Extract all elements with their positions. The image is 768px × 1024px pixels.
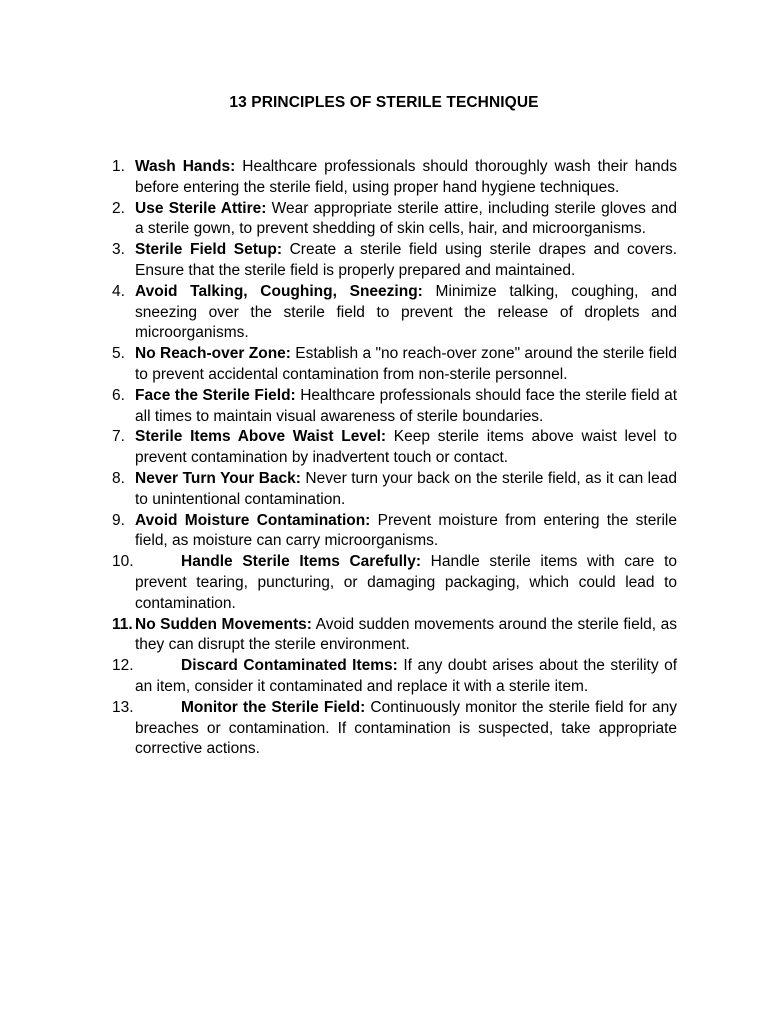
item-text: Handle sterile items with care to prevent tearing, puncturing, or damaging packaging, which could lead to contamination. [135,553,677,612]
item-lead: Never Turn Your Back: [135,469,301,487]
item-number: 13. [112,698,134,716]
item-body [135,552,677,614]
item-body [135,698,677,760]
item-body [135,282,677,344]
list-item [0,511,768,553]
list-item [0,344,768,386]
item-number: 9. [112,511,125,529]
item-body [135,199,677,241]
item-number: 5. [112,345,125,363]
item-lead: Monitor the Sterile Field: [181,698,366,716]
item-lead: Handle Sterile Items Carefully: [181,553,421,571]
item-text: Establish a "no reach-over zone" around the sterile field to prevent accidental contamination from non-sterile personnel. [135,345,678,383]
item-text: Healthcare professionals should thoroughly wash their hands before entering the sterile field, using proper hand hygiene techniques. [135,158,677,196]
list-item [0,427,768,469]
item-lead: Face the Sterile Field: [135,386,296,404]
item-body [135,615,677,657]
item-text: Keep sterile items above waist level to prevent contamination by inadvertent touch or contact. [135,428,677,467]
list-item [0,282,768,344]
list-item [0,157,768,199]
item-number: 10. [112,553,134,571]
list-item [0,199,768,241]
item-lead: No Reach-over Zone: [135,345,291,363]
item-number: 3. [112,241,125,259]
item-body [135,656,677,698]
item-lead: Avoid Talking, Coughing, Sneezing: [135,282,423,300]
list-item [0,386,768,428]
item-lead: No Sudden Movements: [135,615,312,633]
item-number: 4. [112,282,125,300]
list-item [0,469,768,511]
item-body [135,469,677,511]
item-body [135,344,677,386]
item-number: 2. [112,199,125,217]
item-lead: Sterile Field Setup: [135,241,282,259]
item-lead: Sterile Items Above Waist Level: [135,428,387,446]
item-body [135,427,677,469]
item-text: Wear appropriate sterile attire, including sterile gloves and a sterile gown, to prevent shedding of skin cells, hair, and microorganisms. [135,199,677,238]
item-number: 6. [112,386,125,404]
item-text: Never turn your back on the sterile field, as it can lead to unintentional contamination. [135,469,677,508]
principles-list [0,157,768,760]
item-lead: Discard Contaminated Items: [181,657,398,675]
list-item [0,656,768,698]
item-lead: Wash Hands: [135,158,236,175]
item-text: Continuously monitor the sterile field for any breaches or contamination. If contamination is suspected, take appropriate corrective actions. [135,698,677,758]
item-number: 12. [112,657,134,675]
list-item [0,698,768,760]
list-item [0,615,768,657]
list-item [0,552,768,614]
item-body [135,511,677,553]
item-text: Avoid sudden movements around the sterile field, as they can disrupt the sterile environment. [135,615,677,654]
item-body [135,157,677,199]
item-number: 1. [112,158,125,175]
item-number: 11. [112,615,133,633]
item-body [135,240,677,282]
item-lead: Avoid Moisture Contamination: [135,511,371,529]
item-text: Prevent moisture from entering the sterile field, as moisture can carry microorganisms. [135,511,677,550]
document-title: 13 PRINCIPLES OF STERILE TECHNIQUE [229,94,539,111]
item-number: 7. [112,428,125,446]
item-lead: Use Sterile Attire: [135,199,267,217]
item-body [135,386,677,428]
item-number: 8. [112,469,125,487]
item-text: If any doubt arises about the sterility of an item, consider it contaminated and replace it with a sterile item. [135,657,677,695]
list-item [0,240,768,282]
item-text: Create a sterile field using sterile drapes and covers. Ensure that the sterile field is properly prepared and maintained. [135,241,678,279]
item-text: Minimize talking, coughing, and sneezing over the sterile field to prevent the release of droplets and microorganisms. [135,282,677,342]
item-text: Healthcare professionals should face the sterile field at all times to maintain visual awareness of sterile boundaries. [135,386,677,425]
